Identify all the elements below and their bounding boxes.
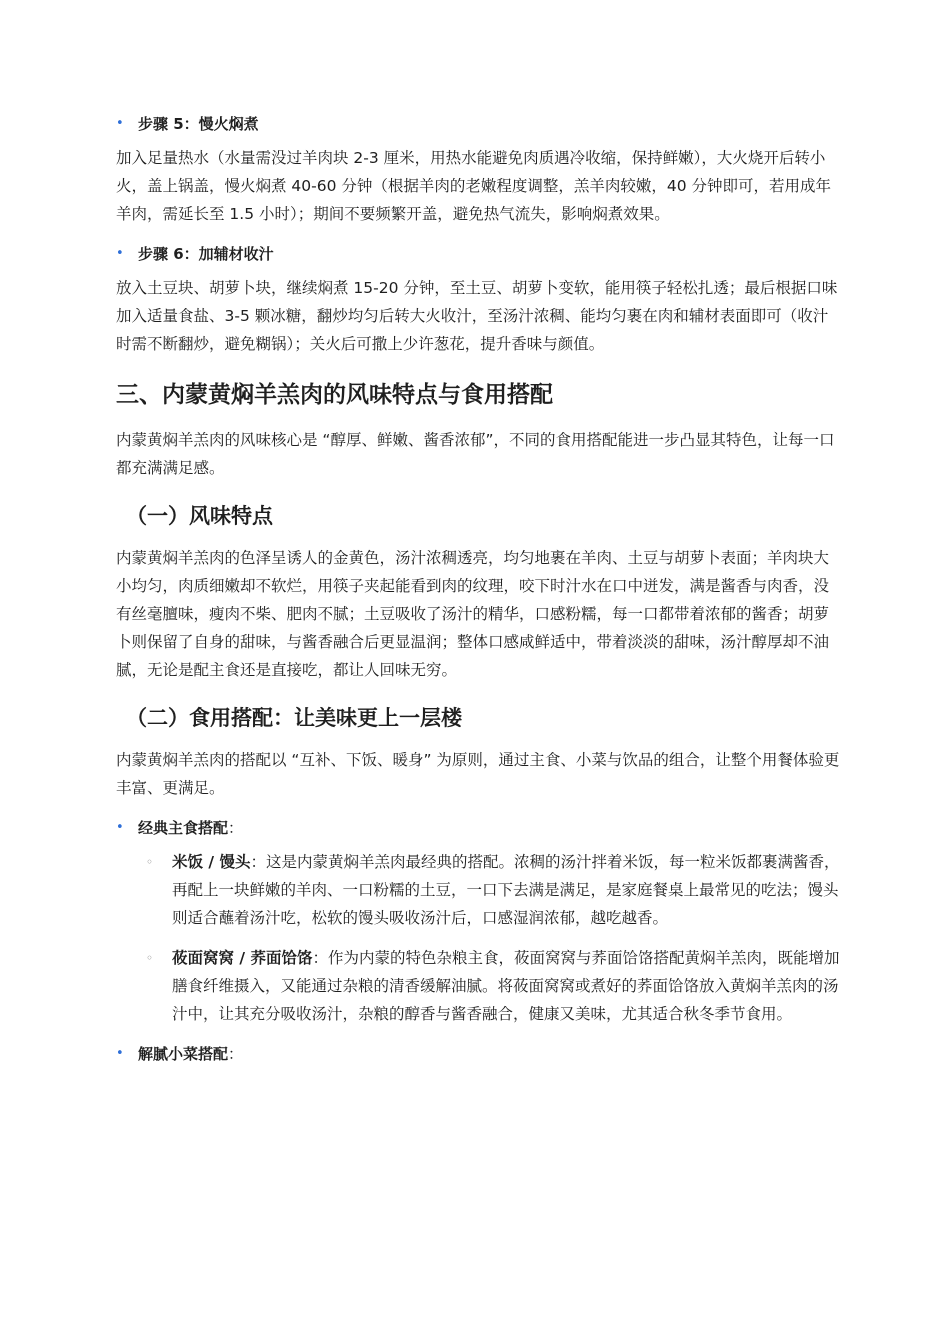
item-name: 米饭 / 馒头 [172, 853, 251, 871]
sub1-text: 内蒙黄焖羊羔肉的色泽呈诱人的金黄色，汤汁浓稠透亮，均匀地裹在羊肉、土豆与胡萝卜表面；羊肉块大小均匀，肉质细嫩却不软烂，用筷子夹起能看到肉的纹理，咬下时汁水在口中迸发，满是酱香与肉香，没有丝毫膻味，瘦肉不柴、肥肉不腻；土豆吸收了汤汁的精华，口感粉糯，每一口都带着浓郁的酱香；胡萝卜则保留了自身的甜味，与酱香融合后更显温润；整体口感咸鲜适中，带着淡淡的甜味，汤汁醇厚却不油腻，无论是配主食还是直接吃，都让人回味无穷。 [116, 549, 830, 679]
sub2-title: （二）食用搭配：让美味更上一层楼 [126, 706, 462, 730]
staple-list [146, 848, 840, 1028]
list-item [146, 944, 840, 1028]
document-page [116, 110, 840, 1074]
bullet-icon: • [116, 246, 124, 261]
item-text: ：作为内蒙的特色杂粮主食，莜面窝窝与荞面饸饹搭配黄焖羊羔肉，既能增加膳食纤维摄入，又能通过杂粮的清香缓解油腻。将莜面窝窝或煮好的荞面饸饹放入黄焖羊羔肉的汤汁中，让其充分吸收汤汁，杂粮的醇香与酱香融合，健康又美味，尤其适合秋冬季节食用。 [172, 949, 840, 1023]
side-heading [116, 1040, 840, 1068]
step5-label: 步骤 5：慢火焖煮 [138, 115, 259, 133]
sub1-title: （一）风味特点 [126, 504, 273, 528]
circle-bullet-icon: ◦ [146, 855, 154, 869]
item-text: ：这是内蒙黄焖羊羔肉最经典的搭配。浓稠的汤汁拌着米饭，每一粒米饭都裹满酱香，再配上一块鲜嫩的羊肉、一口粉糯的土豆，一口下去满是满足，是家庭餐桌上最常见的吃法；馒头则适合蘸着汤汁吃，松软的馒头吸收汤汁后，口感湿润浓郁，越吃越香。 [172, 853, 840, 927]
step6-label: 步骤 6：加辅材收汁 [138, 245, 274, 263]
bullet-icon: • [116, 116, 124, 131]
staple-heading [116, 814, 840, 842]
section3-title: 三、内蒙黄焖羊羔肉的风味特点与食用搭配 [116, 382, 553, 408]
list-item [146, 848, 840, 932]
side-colon: ： [228, 1045, 244, 1063]
step5-heading [116, 110, 840, 138]
staple-label: 经典主食搭配 [138, 819, 229, 837]
side-label: 解腻小菜搭配 [138, 1045, 229, 1063]
step6-text: 放入土豆块、胡萝卜块，继续焖煮 15-20 分钟，至土豆、胡萝卜变软，能用筷子轻松扎透；最后根据口味加入适量食盐、3-5 颗冰糖，翻炒均匀后转大火收汁，至汤汁浓稠、能均匀裹在肉和辅材表面即可（收汁时需不断翻炒，避免糊锅）；关火后可撒上少许葱花，提升香味与颜值。 [116, 279, 838, 353]
sub2-intro: 内蒙黄焖羊羔肉的搭配以 “互补、下饭、暖身” 为原则，通过主食、小菜与饮品的组合，让整个用餐体验更丰富、更满足。 [116, 751, 840, 797]
section3-intro: 内蒙黄焖羊羔肉的风味核心是 “醇厚、鲜嫩、酱香浓郁”，不同的食用搭配能进一步凸显其特色，让每一口都充满满足感。 [116, 431, 835, 477]
item-name: 莜面窝窝 / 荞面饸饹 [172, 949, 313, 967]
bullet-icon: • [116, 1046, 124, 1061]
bullet-icon: • [116, 820, 124, 835]
circle-bullet-icon: ◦ [146, 951, 154, 965]
step6-heading [116, 240, 840, 268]
staple-colon: ： [228, 819, 244, 837]
step5-text: 加入足量热水（水量需没过羊肉块 2-3 厘米，用热水能避免肉质遇冷收缩，保持鲜嫩），大火烧开后转小火，盖上锅盖，慢火焖煮 40-60 分钟（根据羊肉的老嫩程度调整，羔羊肉较嫩，40 分钟即可，若用成年羊肉，需延长至 1.5 小时）；期间不要频繁开盖，避免热气流失，影响焖煮效果。 [116, 149, 832, 223]
